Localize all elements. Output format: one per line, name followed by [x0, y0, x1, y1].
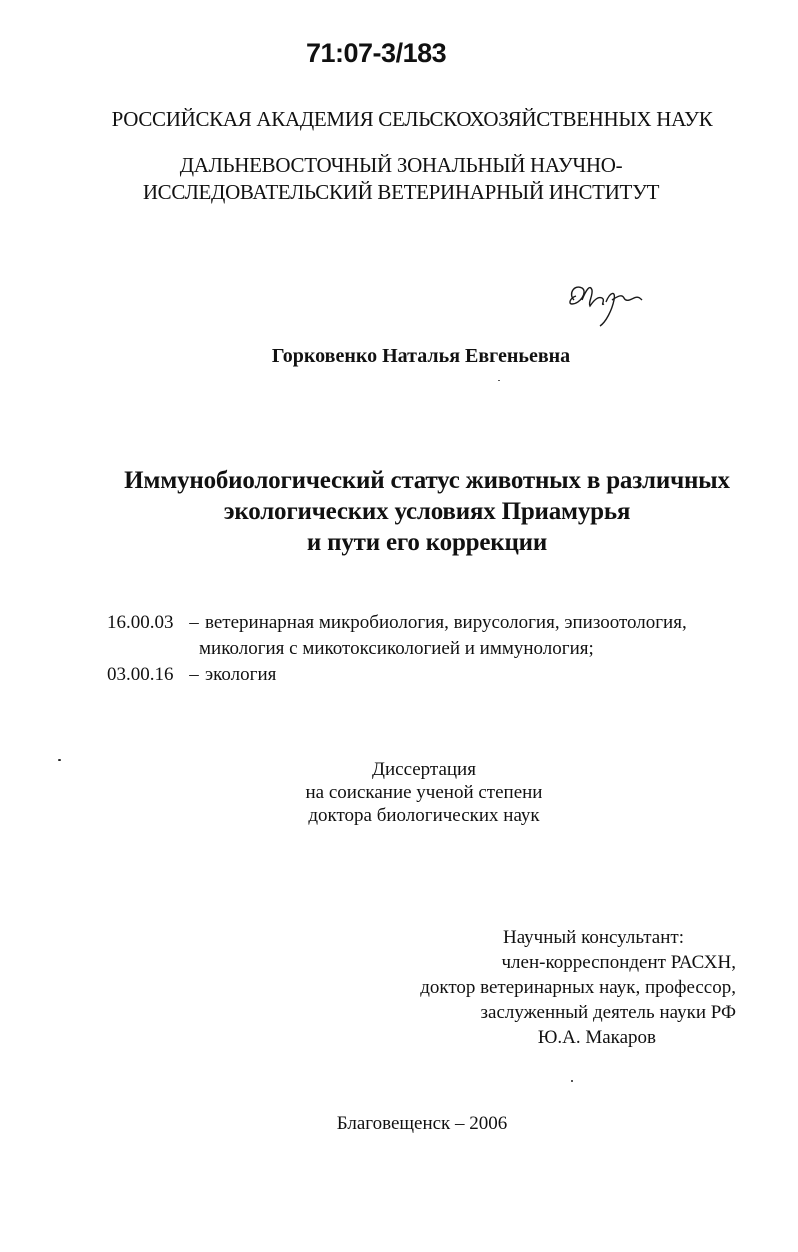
degree-line-3: доктора биологических наук	[308, 805, 540, 826]
institute-line-1: ДАЛЬНЕВОСТОЧНЫЙ ЗОНАЛЬНЫЙ НАУЧНО-	[179, 153, 623, 177]
specialty-text: ветеринарная микробиология, вирусология, эпизоотология,	[205, 612, 687, 633]
degree-line-1: Диссертация	[372, 759, 476, 780]
document-code: 71:07-3/183	[306, 38, 447, 68]
scan-speck	[498, 380, 500, 381]
consultant-heading: Научный консультант:	[502, 927, 684, 948]
dissertation-title	[0, 465, 798, 558]
specialty-dash: –	[189, 612, 199, 633]
specialty-code: 16.00.03	[107, 612, 174, 633]
institute-name	[0, 152, 798, 206]
specialty-code: 03.00.16	[107, 664, 174, 685]
institute-line-2: ИССЛЕДОВАТЕЛЬСКИЙ ВЕТЕРИНАРНЫЙ ИНСТИТУТ	[142, 180, 660, 204]
specialty-row	[107, 610, 687, 636]
consultant-name: Ю.А. Макаров	[537, 1027, 656, 1048]
scan-speck	[571, 1080, 573, 1082]
specialty-row	[107, 662, 687, 688]
specialty-text: экология	[205, 664, 277, 685]
title-line-2: экологических условиях Приамурья	[223, 498, 631, 525]
degree-statement	[0, 758, 798, 827]
specialty-continuation: микология с микотоксикологией и иммунология;	[199, 638, 594, 659]
academy-name: РОССИЙСКАЯ АКАДЕМИЯ СЕЛЬСКОХОЗЯЙСТВЕННЫХ НАУК	[111, 107, 713, 131]
author-name: Горковенко Наталья Евгеньевна	[271, 345, 571, 367]
city-year: Благовещенск – 2006	[336, 1113, 508, 1134]
scan-speck	[58, 759, 61, 761]
title-line-1: Иммунобиологический статус животных в различных	[124, 467, 730, 494]
title-line-3: и пути его коррекции	[306, 529, 548, 556]
degree-line-2: на соискание ученой степени	[305, 782, 543, 803]
consultant-line-2: доктор ветеринарных наук, профессор,	[420, 977, 736, 998]
consultant-line-3: заслуженный деятель науки РФ	[480, 1002, 736, 1023]
scientific-consultant	[420, 925, 736, 1050]
specialty-dash: –	[189, 664, 199, 685]
handwritten-signature	[560, 270, 650, 330]
consultant-line-1: член-корреспондент РАСХН,	[501, 952, 736, 973]
specialty-list	[107, 610, 687, 688]
